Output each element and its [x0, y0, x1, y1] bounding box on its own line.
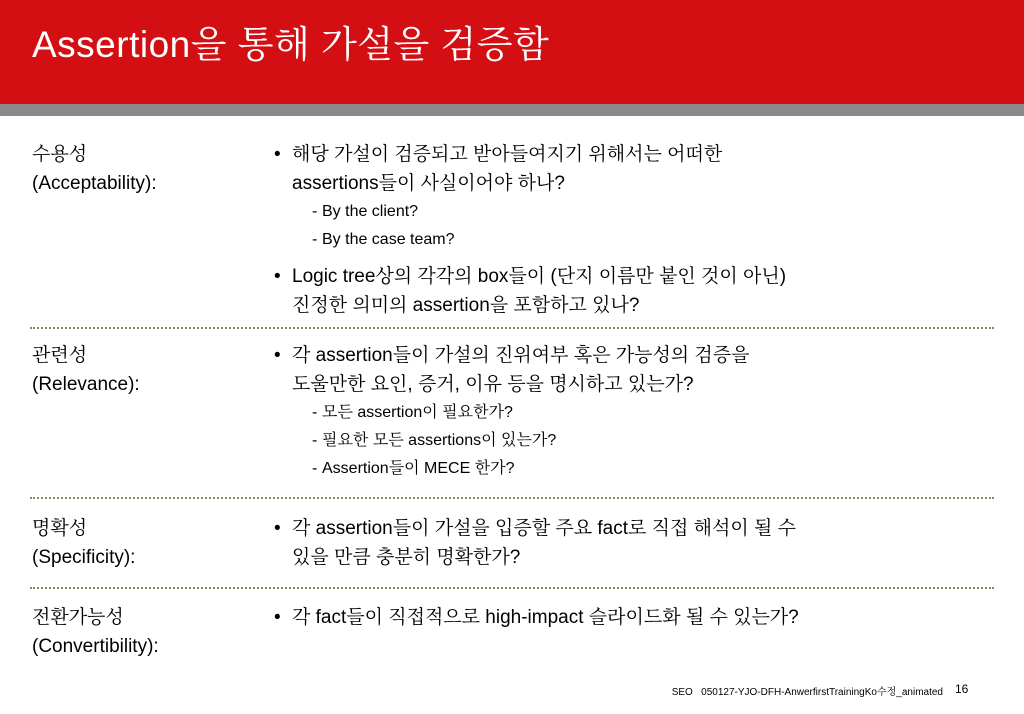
dash-marker: -	[312, 460, 318, 477]
bullet-item	[274, 262, 994, 320]
bullet-dot: •	[274, 266, 281, 287]
sub-item	[274, 226, 994, 254]
dash-marker: -	[312, 231, 318, 248]
title-underline-band	[0, 104, 1024, 116]
section-label	[32, 603, 159, 661]
section-content	[274, 140, 994, 320]
footer-text: SEO 050127-YJO-DFH-AnwerfirstTrainingKo수정_animated	[671, 687, 943, 698]
section-content	[274, 514, 994, 572]
section-content	[274, 603, 994, 632]
bullet-dot: •	[274, 144, 281, 165]
section-divider	[30, 497, 994, 499]
slide-title: Assertion을 통해 가설을 검증함	[32, 24, 550, 65]
label-english: (Relevance):	[32, 374, 140, 395]
page-number: 16	[955, 682, 969, 696]
dash-marker: -	[312, 404, 318, 421]
bullet-item	[274, 140, 994, 198]
sub-item-text: By the case team?	[322, 231, 455, 248]
label-korean: 관련성	[32, 345, 88, 366]
label-english: (Convertibility):	[32, 636, 159, 657]
bullet-line: 해당 가설이 검증되고 받아들여지기 위해서는 어떠한	[292, 144, 723, 165]
bullet-line: 각 assertion들이 가설을 입증할 주요 fact로 직접 해석이 될 수	[292, 518, 796, 539]
sub-item	[274, 455, 994, 483]
bullet-line: Logic tree상의 각각의 box들이 (단지 이름만 붙인 것이 아닌)	[292, 266, 787, 287]
section-divider	[30, 327, 994, 329]
sub-item	[274, 198, 994, 226]
label-korean: 명확성	[32, 518, 88, 539]
bullet-dot: •	[274, 607, 281, 628]
bullet-line: 있을 만큼 충분히 명확한가?	[292, 547, 521, 568]
label-english: (Specificity):	[32, 547, 136, 568]
label-korean: 수용성	[32, 144, 88, 165]
label-korean: 전환가능성	[32, 607, 124, 628]
section-label	[32, 140, 157, 198]
bullet-line: assertions들이 사실이어야 하나?	[292, 173, 565, 194]
sub-item-text: 모든 assertion이 필요한가?	[322, 404, 513, 421]
section-divider	[30, 587, 994, 589]
sub-item-text: By the client?	[322, 203, 419, 220]
sub-item-text: 필요한 모든 assertions이 있는가?	[322, 432, 557, 449]
bullet-line: 도울만한 요인, 증거, 이유 등을 명시하고 있는가?	[292, 374, 694, 395]
bullet-line: 진정한 의미의 assertion을 포함하고 있나?	[292, 295, 640, 316]
section-label	[32, 341, 140, 399]
sub-item	[274, 399, 994, 427]
bullet-dot: •	[274, 518, 281, 539]
dash-marker: -	[312, 432, 318, 449]
bullet-line: 각 fact들이 직접적으로 high-impact 슬라이드화 될 수 있는가?	[292, 607, 799, 628]
bullet-item	[274, 341, 994, 399]
sub-item	[274, 427, 994, 455]
dash-marker: -	[312, 203, 318, 220]
bullet-line: 각 assertion들이 가설의 진위여부 혹은 가능성의 검증을	[292, 345, 750, 366]
title-bar	[0, 0, 1024, 104]
section-content	[274, 341, 994, 483]
bullet-item	[274, 603, 994, 632]
sub-item-text: Assertion들이 MECE 한가?	[322, 460, 515, 477]
label-english: (Acceptability):	[32, 173, 157, 194]
section-label	[32, 514, 135, 572]
bullet-item	[274, 514, 994, 572]
bullet-dot: •	[274, 345, 281, 366]
